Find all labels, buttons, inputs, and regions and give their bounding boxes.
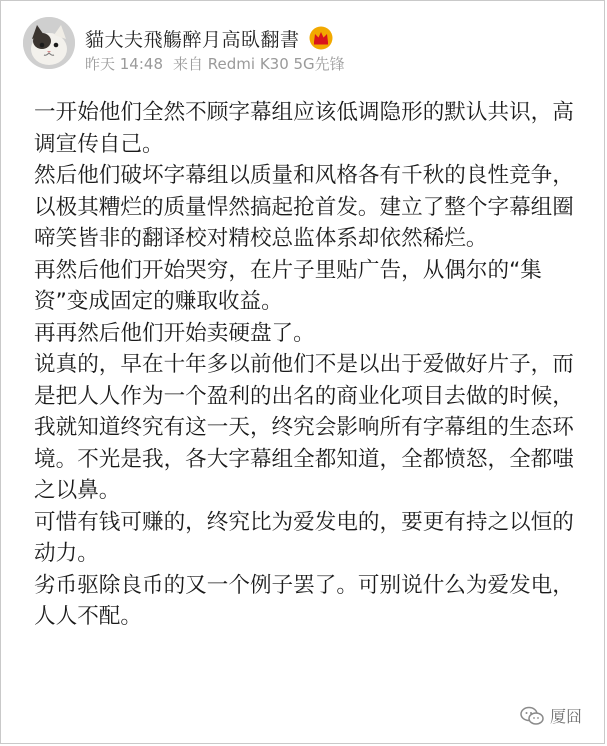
post-paragraph: 可惜有钱可赚的，终究比为爱发电的，要更有持之以恒的动力。 xyxy=(34,509,574,566)
wechat-icon xyxy=(520,706,544,726)
watermark xyxy=(520,704,582,727)
post-source: 来自 Redmi K30 5G先锋 xyxy=(173,55,345,73)
crown-icon[interactable] xyxy=(308,26,334,50)
username[interactable]: 貓大夫飛觴醉月高臥翻書 xyxy=(85,28,300,51)
post-time: 昨天 14:48 xyxy=(85,55,163,73)
post-paragraph: 一开始他们全然不顾字幕组应该低调隐形的默认共识，高调宣传自己。 xyxy=(34,100,574,157)
watermark-label: 厦囧 xyxy=(549,707,582,726)
post-header xyxy=(23,17,594,77)
post-paragraph: 然后他们破坏字幕组以质量和风格各有千秋的良性竞争，以极其糟烂的质量悍然搞起抢首发。建立了整个字幕组圈啼笑皆非的翻译校对精校总监体系却依然稀烂。 xyxy=(34,163,574,251)
user-avatar[interactable] xyxy=(23,17,75,69)
post-paragraph: 再然后他们开始哭穷，在片子里贴广告，从偶尔的“集资”变成固定的赚取收益。 xyxy=(34,257,542,314)
post-paragraph: 再再然后他们开始卖硬盘了。 xyxy=(34,320,315,346)
post-paragraph: 劣币驱除良币的又一个例子罢了。可别说什么为爱发电，人人不配。 xyxy=(34,572,574,629)
post-body xyxy=(34,97,594,633)
post-paragraph: 说真的，早在十年多以前他们不是以出于爱做好片子，而是把人人作为一个盈利的出名的商业化项目去做的时候，我就知道终究有这一天，终究会影响所有字幕组的生态环境。不光是我，各大字幕组全都知道，全都愤怒，全都嗤之以鼻。 xyxy=(34,352,574,503)
cat-avatar-icon xyxy=(23,17,75,69)
post-meta xyxy=(85,53,345,74)
name-row xyxy=(85,23,334,53)
